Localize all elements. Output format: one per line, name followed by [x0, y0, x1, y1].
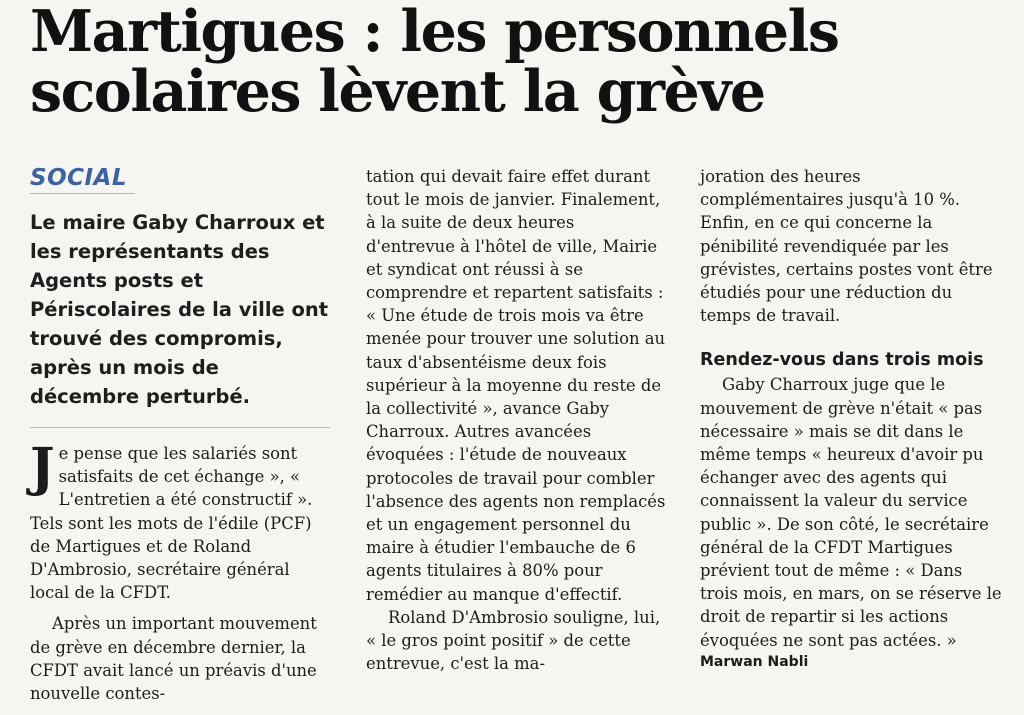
column-2 [366, 165, 668, 675]
separator [30, 427, 330, 428]
section-rubric: SOCIAL [30, 165, 135, 194]
body-paragraph-3: tation qui devait faire effet durant tout le mois de janvier. Finalement, à la suite de deux heures d'entrevue à l'hôtel de ville, Mairie et syndicat ont réussi à se comprendre et repartent satisfaits : « Une étude de trois mois va être menée pour trouver une solution au taux d'absentéisme deux fois supérieur à la moyenne du reste de la collectivité », avance Gaby Charroux. Autres avancées évoquées : l'étude de nouveaux protocoles de travail pour combler l'absence des agents non remplacés et un engagement personnel du maire à étudier l'embauche de 6 agents titulaires à 80% pour remédier au manque d'effectif. [366, 167, 666, 604]
body-paragraph-2: Après un important mouvement de grève en décembre dernier, la CFDT avait lancé un préavis d'une nouvelle contes- [30, 614, 317, 704]
column-3 [700, 165, 1005, 670]
headline: Martigues : les personnels scolaires lèvent la grève [30, 0, 839, 125]
subheading: Rendez-vous dans trois mois [700, 350, 984, 371]
body-paragraph-4: Roland D'Ambrosio souligne, lui, « le gros point positif » de cette entrevue, c'est la ma- [366, 607, 661, 674]
author-signature: Marwan Nabli [700, 653, 809, 670]
body-paragraph-6: Gaby Charroux juge que le mouvement de grève n'était « pas nécessaire » mais se dit dans le même temps « heureux d'avoir pu échanger avec des agents qui connaissent la valeur du service public ». De son côté, le secrétaire général de la CFDT Martigues prévient tout de même : « Dans trois mois, en mars, on se réserve le droit de repartir si les actions évoquées ne sont pas actées. » [700, 375, 1002, 650]
drop-cap: J [30, 437, 55, 498]
column-1 [30, 165, 330, 705]
body-paragraph-1-text: e pense que les salariés sont satisfaits de cet échange », « L'entretien a été constructif ». Tels sont les mots de l'édile (PCF) de Martigues et de Roland D'Ambrosio, secrétaire général local de la CFDT. [30, 444, 313, 603]
lead-paragraph: Le maire Gaby Charroux et les représentants des Agents posts et Périscolaires de la ville ont trouvé des compromis, après un mois de décembre perturbé. [30, 211, 329, 408]
body-paragraph-5: joration des heures complémentaires jusqu'à 10 %. Enfin, en ce qui concerne la pénibilité revendiquée par les grévistes, certains postes vont être étudiés pour une réduction du temps de travail. [700, 167, 993, 326]
body-paragraph-1 [30, 437, 330, 604]
